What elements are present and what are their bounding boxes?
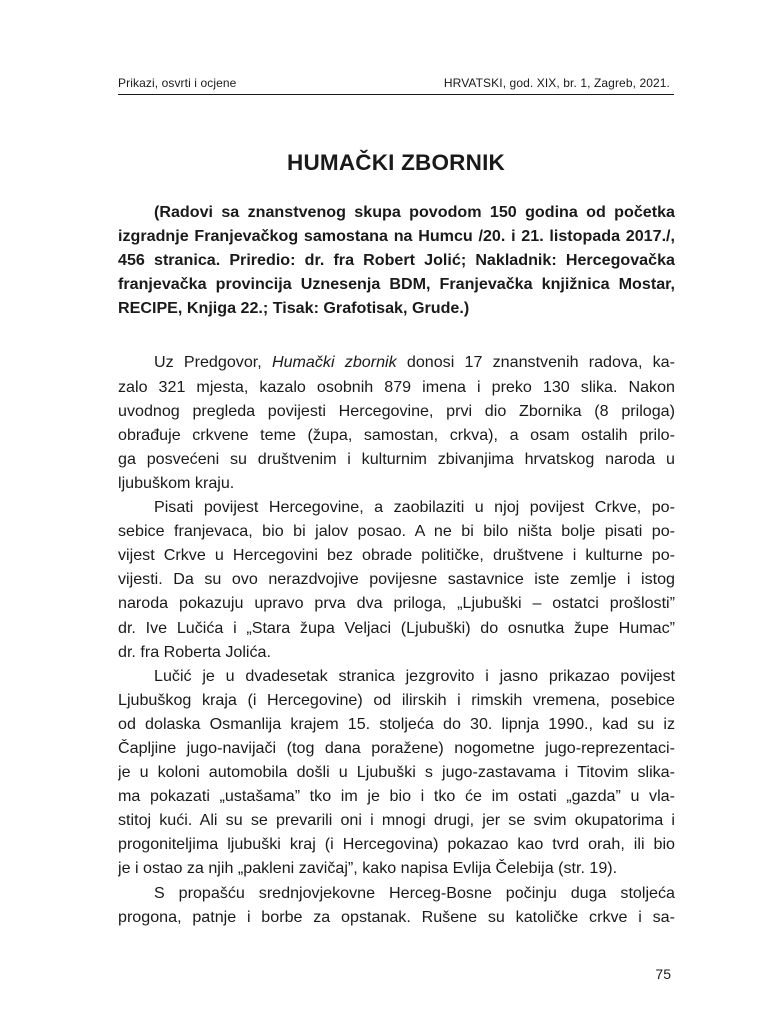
section-name: Prikazi, osvrti i ocjene <box>118 76 237 90</box>
bib-line: 456 stranica. Priredio: dr. fra Robert Jolić; Nakladnik: Hercegovačka <box>118 251 675 270</box>
bib-line: RECIPE, Knjiga 22.; Tisak: Grafotisak, Grude.) <box>118 299 470 318</box>
text-line: ljubuškom kraju. <box>118 473 235 492</box>
text-line: ga posvećeni su društvenim i kulturnim zbivanjima hrvatskog naroda u <box>118 449 675 468</box>
text-line: od dolaska Osmanlija krajem 15. stoljeća do 30. lipnja 1990., kad su iz <box>118 714 675 733</box>
paragraph-2 <box>118 495 675 664</box>
text-line: progona, patnje i borbe za opstanak. Rušene su katoličke crkve i sa- <box>118 907 675 926</box>
text-line: Čapljine jugo-navijači (tog dana poražene) nogometne jugo-reprezentaci- <box>118 738 675 757</box>
text-line: sebice franjevaca, bio bi jalov posao. A ne bi bilo ništa bolje pisati po- <box>118 522 675 541</box>
text-line: je i ostao za njih „pakleni zavičaj”, kako napisa Evlija Čelebija (str. 19). <box>118 859 618 878</box>
text-line: zalo 321 mjesta, kazalo osobnih 879 imena i preko 130 slika. Nakon <box>118 377 675 396</box>
text-line: Lučić je u dvadesetak stranica jezgrovito i jasno prikazao povijest <box>154 666 675 685</box>
text-line: Ljubuškog kraja (i Hercegovine) od ilirskih i rimskih vremena, posebice <box>118 690 675 709</box>
bib-line: (Radovi sa znanstvenog skupa povodom 150 godina od početka <box>154 203 675 221</box>
text-line: vijesti. Da su ovo nerazdvojive povijesne sastavnice iste zemlje i istog <box>118 570 675 589</box>
text-line: stitoj kući. Ali su se prevarili oni i mnogi drugi, jer se svim okupatorima i <box>118 811 675 830</box>
paragraph-1 <box>118 350 675 495</box>
text-line: uvodnog pregleda povijesti Hercegovine, prvi dio Zbornika (8 priloga) <box>118 401 675 420</box>
text-line: dr. fra Roberta Jolića. <box>118 642 271 661</box>
bib-line: franjevačka provincija Uznesenja BDM, Franjevačka knjižnica Mostar, <box>118 275 675 294</box>
text-line: je u koloni automobila došli u Ljubuški s jugo-zastavama i Titovim slika- <box>118 763 675 782</box>
text-run: Uz Predgovor, <box>154 353 272 372</box>
running-header <box>118 74 674 95</box>
text-line <box>118 350 675 374</box>
book-title: Humački zbornik <box>271 353 397 372</box>
text-line: S propašću srednjovjekovne Herceg-Bosne počinju duga stoljeća <box>154 883 675 902</box>
page-number: 75 <box>655 966 671 982</box>
article-title: HUMAČKI ZBORNIK <box>287 150 505 175</box>
text-line: Pisati povijest Hercegovine, a zaobilaziti u njoj povijest Crkve, po- <box>154 498 675 517</box>
text-run: donosi 17 znanstvenih radova, ka- <box>396 353 675 372</box>
journal-info: HRVATSKI, god. XIX, br. 1, Zagreb, 2021. <box>443 76 670 90</box>
bib-line: izgradnje Franjevačkog samostana na Humcu /20. i 21. listopada 2017./, <box>118 227 675 246</box>
text-line: progoniteljima ljubuški kraj (i Hercegovina) pokazao kao tvrd orah, ili bio <box>118 835 675 854</box>
paragraph-4 <box>118 881 675 929</box>
bibliographic-note <box>118 200 675 320</box>
spacer <box>118 320 675 335</box>
article-body <box>118 200 675 929</box>
text-line: ma pokazati „ustašama” tko im je bio i tko će im ostati „gazda” u vla- <box>118 787 675 806</box>
text-line: obrađuje crkvene teme (župa, samostan, crkva), a osam ostalih prilo- <box>118 425 675 444</box>
paragraph-3 <box>118 664 675 881</box>
spacer <box>118 335 675 350</box>
text-line: dr. Ive Lučića i „Stara župa Veljaci (Ljubuški) do osnutka župe Humac” <box>118 618 675 637</box>
text-line: naroda pokazuju upravo prva dva priloga, „Ljubuški – ostatci prošlosti” <box>118 594 675 613</box>
text-line: vijest Crkve u Hercegovini bez obrade političke, društvene i kulturne po- <box>118 546 675 565</box>
